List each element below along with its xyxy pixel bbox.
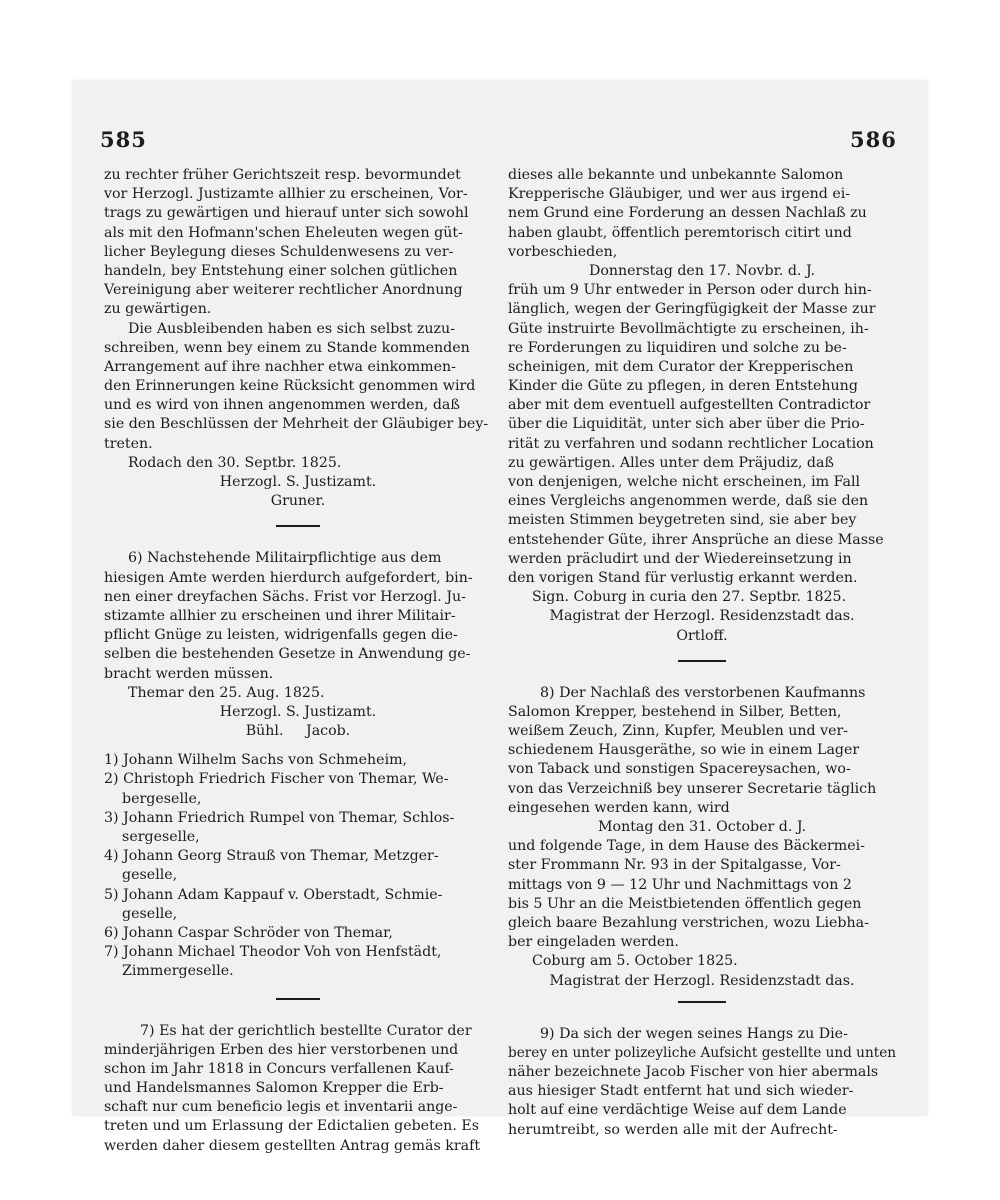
list-item: geselle, xyxy=(104,905,178,922)
text-line: bracht werden müssen. xyxy=(104,665,274,682)
notice-7-text xyxy=(104,1022,492,1156)
text-line: zu rechter früher Gerichtszeit resp. bevormundet xyxy=(104,167,461,183)
text-line: 8) Der Nachlaß des verstorbenen Kaufmanns xyxy=(540,684,866,701)
notice-6-text xyxy=(104,549,492,683)
text-line: eingesehen werden kann, wird xyxy=(508,799,730,816)
list-item: 5) Johann Adam Kappauf v. Oberstadt, Schmie- xyxy=(104,886,443,903)
text-line: schaft nur cum beneficio legis et inventarii ange- xyxy=(104,1099,458,1116)
text-line: stizamte allhier zu erscheinen und ihrer Militair- xyxy=(104,607,456,624)
text-line: von denjenigen, welche nicht erscheinen, im Fall xyxy=(508,474,861,490)
text-line: Arrangement auf ihre nachher etwa einkommen- xyxy=(104,358,456,375)
text-line: schiedenem Hausgeräthe, so wie in einem Lager xyxy=(508,742,860,759)
notice-7-body xyxy=(508,281,896,588)
notice-7-continued xyxy=(508,166,896,262)
text-line: und folgende Tage, in dem Hause des Bäckermei- xyxy=(508,838,865,855)
text-line: mittags von 9 — 12 Uhr und Nachmittags von 2 xyxy=(508,876,852,893)
text-line: länglich, wegen der Geringfügigkeit der Masse zur xyxy=(508,301,876,318)
text-line: treten und um Erlassung der Edictalien gebeten. Es xyxy=(104,1118,479,1135)
notice-9-text xyxy=(508,1025,896,1140)
text-line: ber eingeladen werden. xyxy=(508,934,679,951)
signature: Bühl. Jacob. xyxy=(245,723,351,740)
list-item: Zimmergeselle. xyxy=(104,963,234,980)
list-item: 2) Christoph Friedrich Fischer von Themar, We- xyxy=(104,771,449,788)
text-line: aus hiesiger Stadt entfernt hat und sich wieder- xyxy=(508,1083,854,1100)
text-line: Kinder die Güte zu pflegen, in deren Entstehung xyxy=(508,378,858,395)
place-date: Themar den 25. Aug. 1825. xyxy=(128,684,325,701)
list-item: 7) Johann Michael Theodor Voh von Henfstädt, xyxy=(104,944,442,961)
text-line: treten. xyxy=(104,435,153,452)
text-line: nen einer dreyfachen Sächs. Frist vor Herzogl. Ju- xyxy=(104,588,466,605)
text-line: haben glaubt, öffentlich peremtorisch citirt und xyxy=(508,224,852,241)
office-name: Magistrat der Herzogl. Residenzstadt das. xyxy=(549,608,855,625)
text-line: werden daher diesem gestellten Antrag gemäs kraft xyxy=(104,1137,481,1154)
text-line: zu gewärtigen. xyxy=(104,301,212,318)
text-line: von Taback und sonstigen Spacereysachen, wo- xyxy=(508,761,851,778)
list-item: geselle, xyxy=(104,867,178,884)
text-line: gleich baare Bezahlung verstrichen, wozu Liebha- xyxy=(508,914,869,931)
signature: Ortloff. xyxy=(676,627,728,644)
text-line: licher Beylegung dieses Schuldenwesens zu ver- xyxy=(104,243,454,260)
text-line: Vereinigung aber weiterer rechtlicher Anordnung xyxy=(104,282,463,299)
office-name: Magistrat der Herzogl. Residenzstadt das. xyxy=(549,972,855,989)
text-line: werden präcludirt und der Wiedereinsetzung in xyxy=(508,550,852,567)
text-line: handeln, bey Entstehung einer solchen gütlichen xyxy=(104,262,458,279)
text-line: berey en unter polizeyliche Aufsicht gestellte und unten xyxy=(508,1044,897,1061)
text-line: selben die bestehenden Gesetze in Anwendung ge- xyxy=(104,646,471,663)
office-name: Herzogl. S. Justizamt. xyxy=(219,703,377,720)
text-line: von das Verzeichniß bey unserer Secretarie täglich xyxy=(508,780,877,797)
signature: Gruner. xyxy=(270,493,326,510)
text-line: vorbeschieden, xyxy=(508,243,618,260)
text-line: Die Ausbleibenden haben es sich selbst zuzu- xyxy=(128,320,455,337)
text-line: aber mit dem eventuell aufgestellten Contradictor xyxy=(508,397,871,414)
text-line: eines Vergleichs angenommen werde, daß sie den xyxy=(508,493,869,510)
text-line: über die Liquidität, unter sich aber über die Prio- xyxy=(508,416,865,433)
text-line: und Handelsmannes Salomon Krepper die Erb- xyxy=(104,1080,444,1097)
conscript-list xyxy=(104,751,492,981)
list-item: 6) Johann Caspar Schröder von Themar, xyxy=(104,924,393,941)
text-line: re Forderungen zu liquidiren und solche zu be- xyxy=(508,339,847,356)
hearing-date: Donnerstag den 17. Novbr. d. J. xyxy=(588,262,816,279)
text-line: bis 5 Uhr an die Meistbietenden öffentlich gegen xyxy=(508,895,862,912)
text-line: näher bezeichnete Jacob Fischer von hier abermals xyxy=(508,1064,879,1081)
notice-8-text xyxy=(508,684,896,818)
place-date: Coburg am 5. October 1825. xyxy=(532,953,738,970)
text-line: holt auf eine verdächtige Weise auf dem Lande xyxy=(508,1102,847,1119)
text-line: herumtreibt, so werden alle mit der Aufrecht- xyxy=(508,1121,838,1138)
text-line: dieses alle bekannte und unbekannte Salomon xyxy=(508,167,844,183)
text-line: weißem Zeuch, Zinn, Kupfer, Meublen und ver- xyxy=(508,723,849,740)
text-line: rität zu verfahren und sodann rechtlicher Location xyxy=(508,435,874,452)
left-column xyxy=(104,166,492,1156)
list-item: sergeselle, xyxy=(104,829,200,845)
text-line: als mit den Hofmann'schen Eheleuten wegen güt- xyxy=(104,224,463,241)
list-item: bergeselle, xyxy=(104,790,202,807)
list-item: 1) Johann Wilhelm Sachs von Schmeheim, xyxy=(104,752,408,769)
text-line: schreiben, wenn bey einem zu Stande kommenden xyxy=(104,339,470,356)
text-line: und es wird von ihnen angenommen werden, daß xyxy=(104,397,460,414)
notice-8-body xyxy=(508,837,896,952)
text-line: 6) Nachstehende Militairpflichtige aus dem xyxy=(128,550,442,567)
text-line: den vorigen Stand für verlustig erkannt werden. xyxy=(508,569,858,586)
place-date: Sign. Coburg in curia den 27. Septbr. 1825. xyxy=(532,589,847,606)
list-item: 4) Johann Georg Strauß von Themar, Metzger- xyxy=(104,848,439,865)
text-line: sie den Beschlüssen der Mehrheit der Gläubiger bey- xyxy=(104,416,489,433)
page-number-right: 586 xyxy=(850,127,897,152)
text-line: nem Grund eine Forderung an dessen Nachlaß zu xyxy=(508,205,867,222)
text-line: Krepperische Gläubiger, und wer aus irgend ei- xyxy=(508,186,851,203)
text-line: entstehender Güte, ihrer Ansprüche an diese Masse xyxy=(508,531,884,548)
notice-a-text xyxy=(104,166,492,454)
office-name: Herzogl. S. Justizamt. xyxy=(219,474,377,490)
place-date: Rodach den 30. Septbr. 1825. xyxy=(128,454,342,471)
text-line: vor Herzogl. Justizamte allhier zu erscheinen, Vor- xyxy=(104,186,468,203)
list-item: 3) Johann Friedrich Rumpel von Themar, Schlos- xyxy=(104,809,455,826)
text-line: ster Frommann Nr. 93 in der Spitalgasse, Vor- xyxy=(508,857,841,874)
text-line: 7) Es hat der gerichtlich bestellte Curator der xyxy=(140,1022,472,1039)
text-line: 9) Da sich der wegen seines Hangs zu Die- xyxy=(540,1025,848,1042)
text-line: hiesigen Amte werden hierdurch aufgefordert, bin- xyxy=(104,569,473,586)
text-line: zu gewärtigen. Alles unter dem Präjudiz, daß xyxy=(508,454,834,471)
text-line: Güte instruirte Bevollmächtigte zu erscheinen, ih- xyxy=(508,320,869,337)
text-line: den Erinnerungen keine Rücksicht genommen wird xyxy=(104,378,476,395)
text-line: pflicht Gnüge zu leisten, widrigenfalls gegen die- xyxy=(104,627,458,644)
auction-date: Montag den 31. October d. J. xyxy=(598,819,806,835)
right-column xyxy=(508,166,896,1140)
text-line: minderjährigen Erben des hier verstorbenen und xyxy=(104,1041,459,1058)
page-number-left: 585 xyxy=(100,127,147,152)
text-line: früh um 9 Uhr entweder in Person oder durch hin- xyxy=(508,282,872,299)
text-line: Salomon Krepper, bestehend in Silber, Betten, xyxy=(508,703,842,720)
text-line: schon im Jahr 1818 in Concurs verfallenen Kauf- xyxy=(104,1060,454,1077)
text-line: scheinigen, mit dem Curator der Krepperischen xyxy=(508,358,854,375)
text-line: meisten Stimmen beygetreten sind, sie aber bey xyxy=(508,512,857,529)
text-line: trags zu gewärtigen und hierauf unter sich sowohl xyxy=(104,205,469,222)
